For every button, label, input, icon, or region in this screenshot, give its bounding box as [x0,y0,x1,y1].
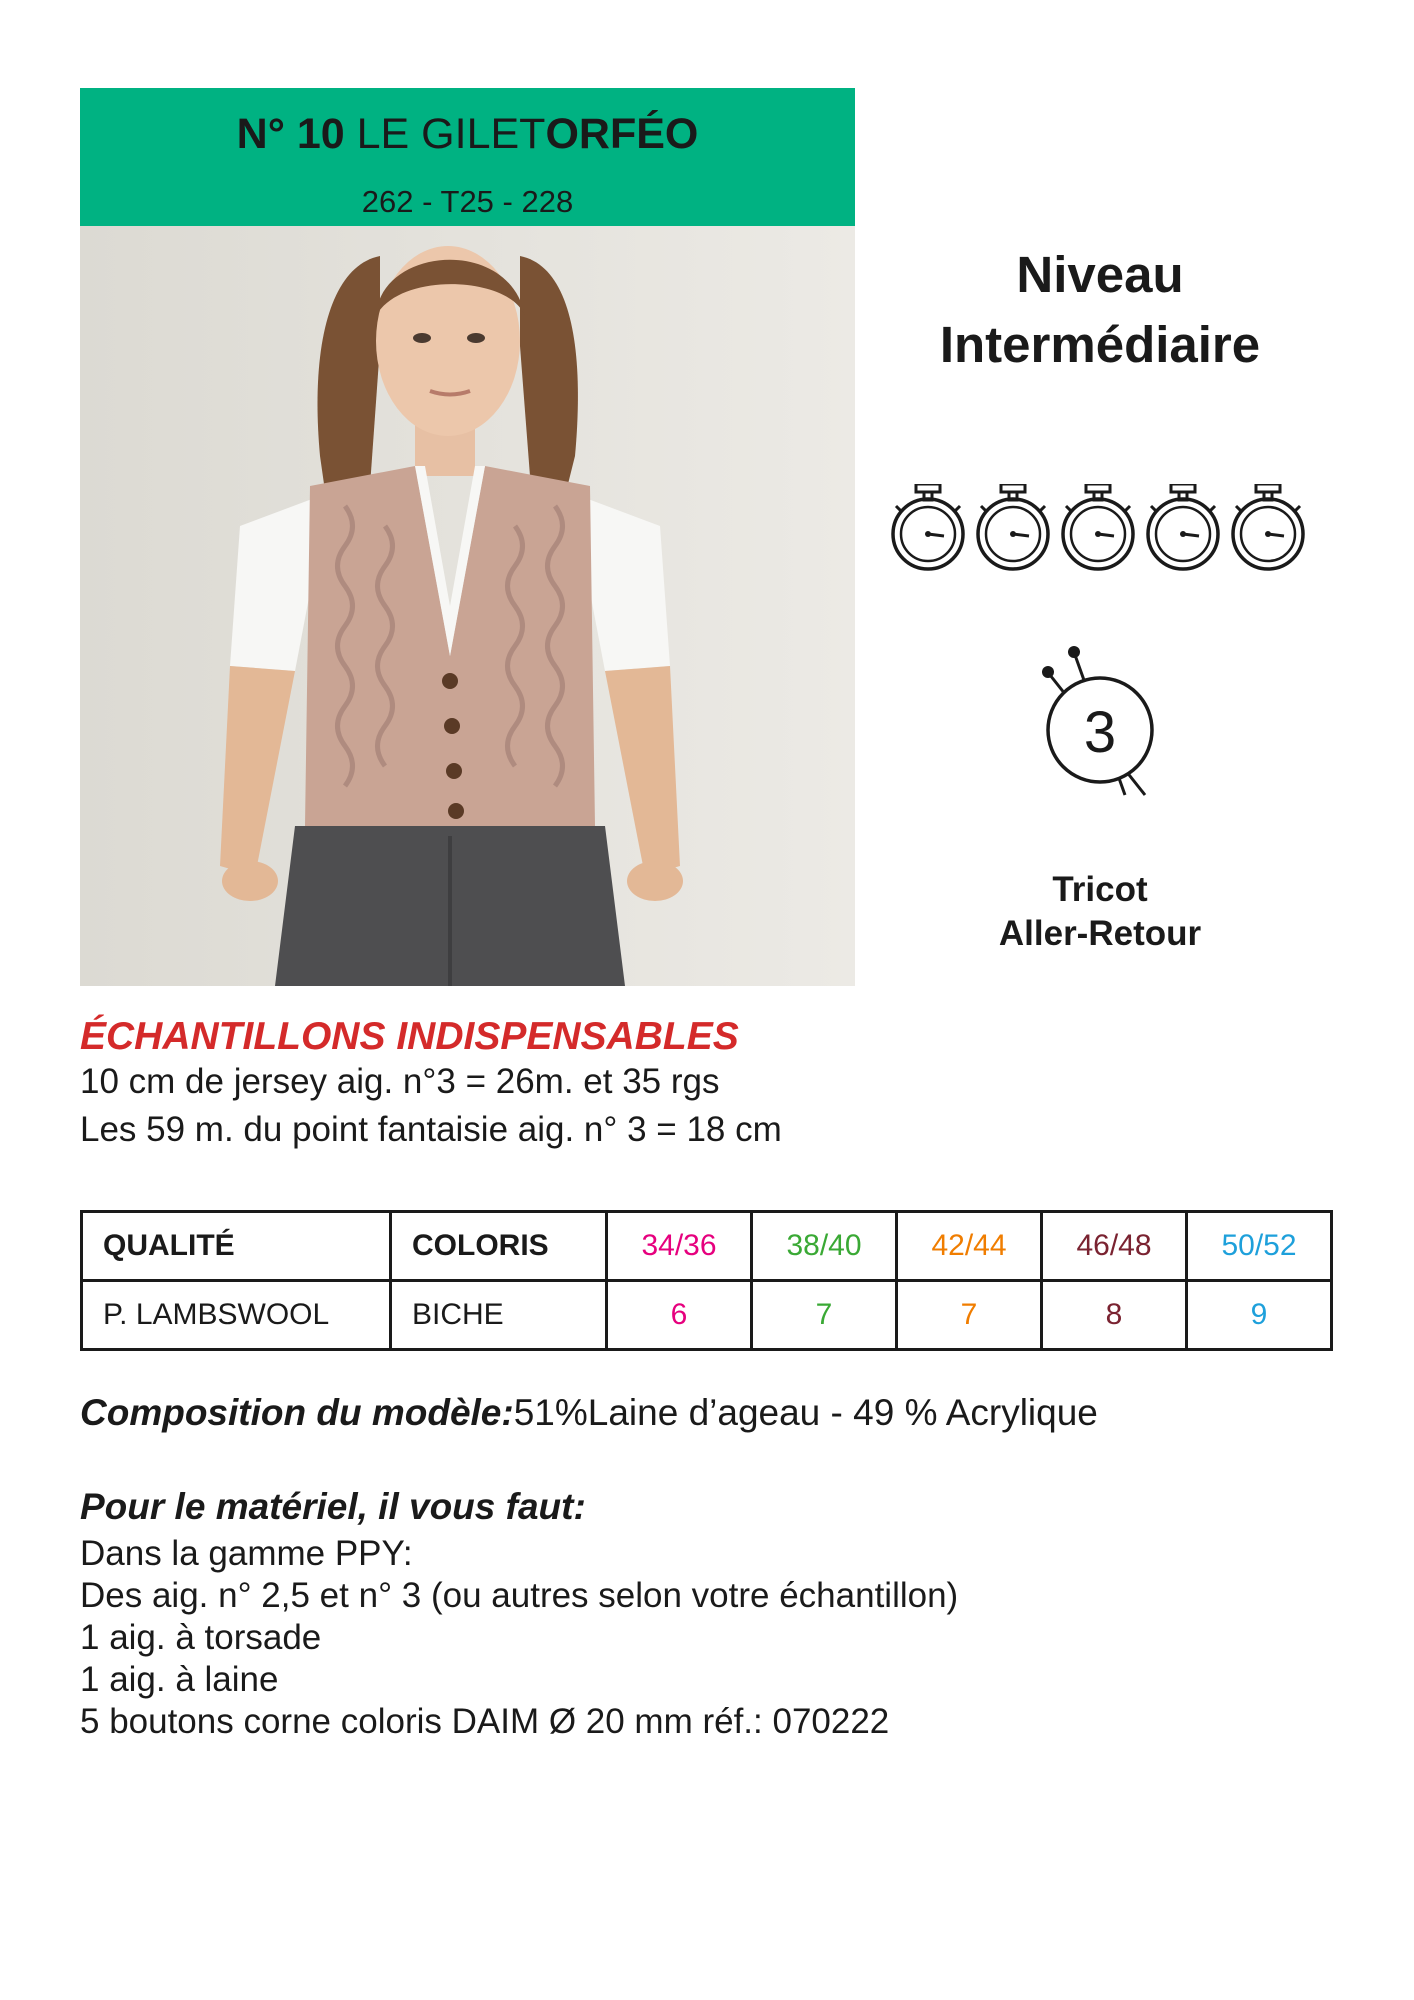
table-row [82,1281,1332,1350]
yarn-quantity-table [80,1210,1333,1351]
composition-value: 51%Laine d’ageau - 49 % Acrylique [513,1392,1098,1433]
skill-level [880,240,1320,380]
needle-size-badge [1030,645,1160,805]
list-item: 1 aig. à torsade [80,1618,322,1657]
pattern-reference: 262 - T25 - 228 [361,184,574,219]
model-photo-illustration [80,226,855,986]
table-header-row [82,1212,1332,1281]
pattern-title [80,110,855,159]
list-item: 1 aig. à laine [80,1660,279,1699]
samples-heading: ÉCHANTILLONS INDISPENSABLES [80,1015,739,1058]
pattern-name: LE GILET [356,110,546,158]
skill-level-value: Intermédiaire [939,316,1261,373]
list-item: Dans la gamme PPY: [80,1534,413,1573]
sample-line-2: Les 59 m. du point fantaisie aig. n° 3 = 18 cm [80,1110,782,1149]
needle-size-value: 3 [1083,700,1117,765]
stopwatch-icon [1233,484,1303,569]
composition-label: Composition du modèle: [80,1392,514,1433]
header-quality: QUALITÉ [82,1212,391,1281]
list-item: 5 boutons corne coloris DAIM Ø 20 mm réf.: 070222 [80,1702,890,1741]
pattern-number: N° 10 [236,110,345,158]
list-item: Des aig. n° 2,5 et n° 3 (ou autres selon votre échantillon) [80,1576,959,1615]
knitting-needles-icon [1030,645,1160,805]
composition [80,1392,1098,1434]
materials-heading: Pour le matériel, il vous faut: [80,1486,586,1527]
header-size: 46/48 [1042,1212,1187,1281]
cell-balls: 6 [607,1281,752,1350]
header-size: 42/44 [897,1212,1042,1281]
cell-quality: P. LAMBSWOOL [82,1281,391,1350]
title-banner [80,88,855,226]
knitting-technique [900,868,1300,956]
sample-line-1: 10 cm de jersey aig. n°3 = 26m. et 35 rgs [80,1062,720,1101]
stopwatch-icon [1148,484,1218,569]
difficulty-rating [886,484,1310,572]
stopwatch-icon [893,484,963,569]
cell-balls: 7 [752,1281,897,1350]
technique-line-2: Aller-Retour [998,914,1202,953]
difficulty-stopwatches [886,484,1310,572]
model-photo [80,226,855,986]
header-size: 50/52 [1187,1212,1332,1281]
materials-list [80,1533,958,1743]
header-size: 38/40 [752,1212,897,1281]
cell-balls: 8 [1042,1281,1187,1350]
stopwatch-icon [978,484,1048,569]
pattern-model: ORFÉO [545,110,699,158]
header-color: COLORIS [391,1212,607,1281]
header-size: 34/36 [607,1212,752,1281]
stopwatch-icon [1063,484,1133,569]
skill-level-label: Niveau [1016,246,1184,303]
cell-balls: 9 [1187,1281,1332,1350]
cell-balls: 7 [897,1281,1042,1350]
cell-color: BICHE [391,1281,607,1350]
technique-line-1: Tricot [1052,870,1148,909]
